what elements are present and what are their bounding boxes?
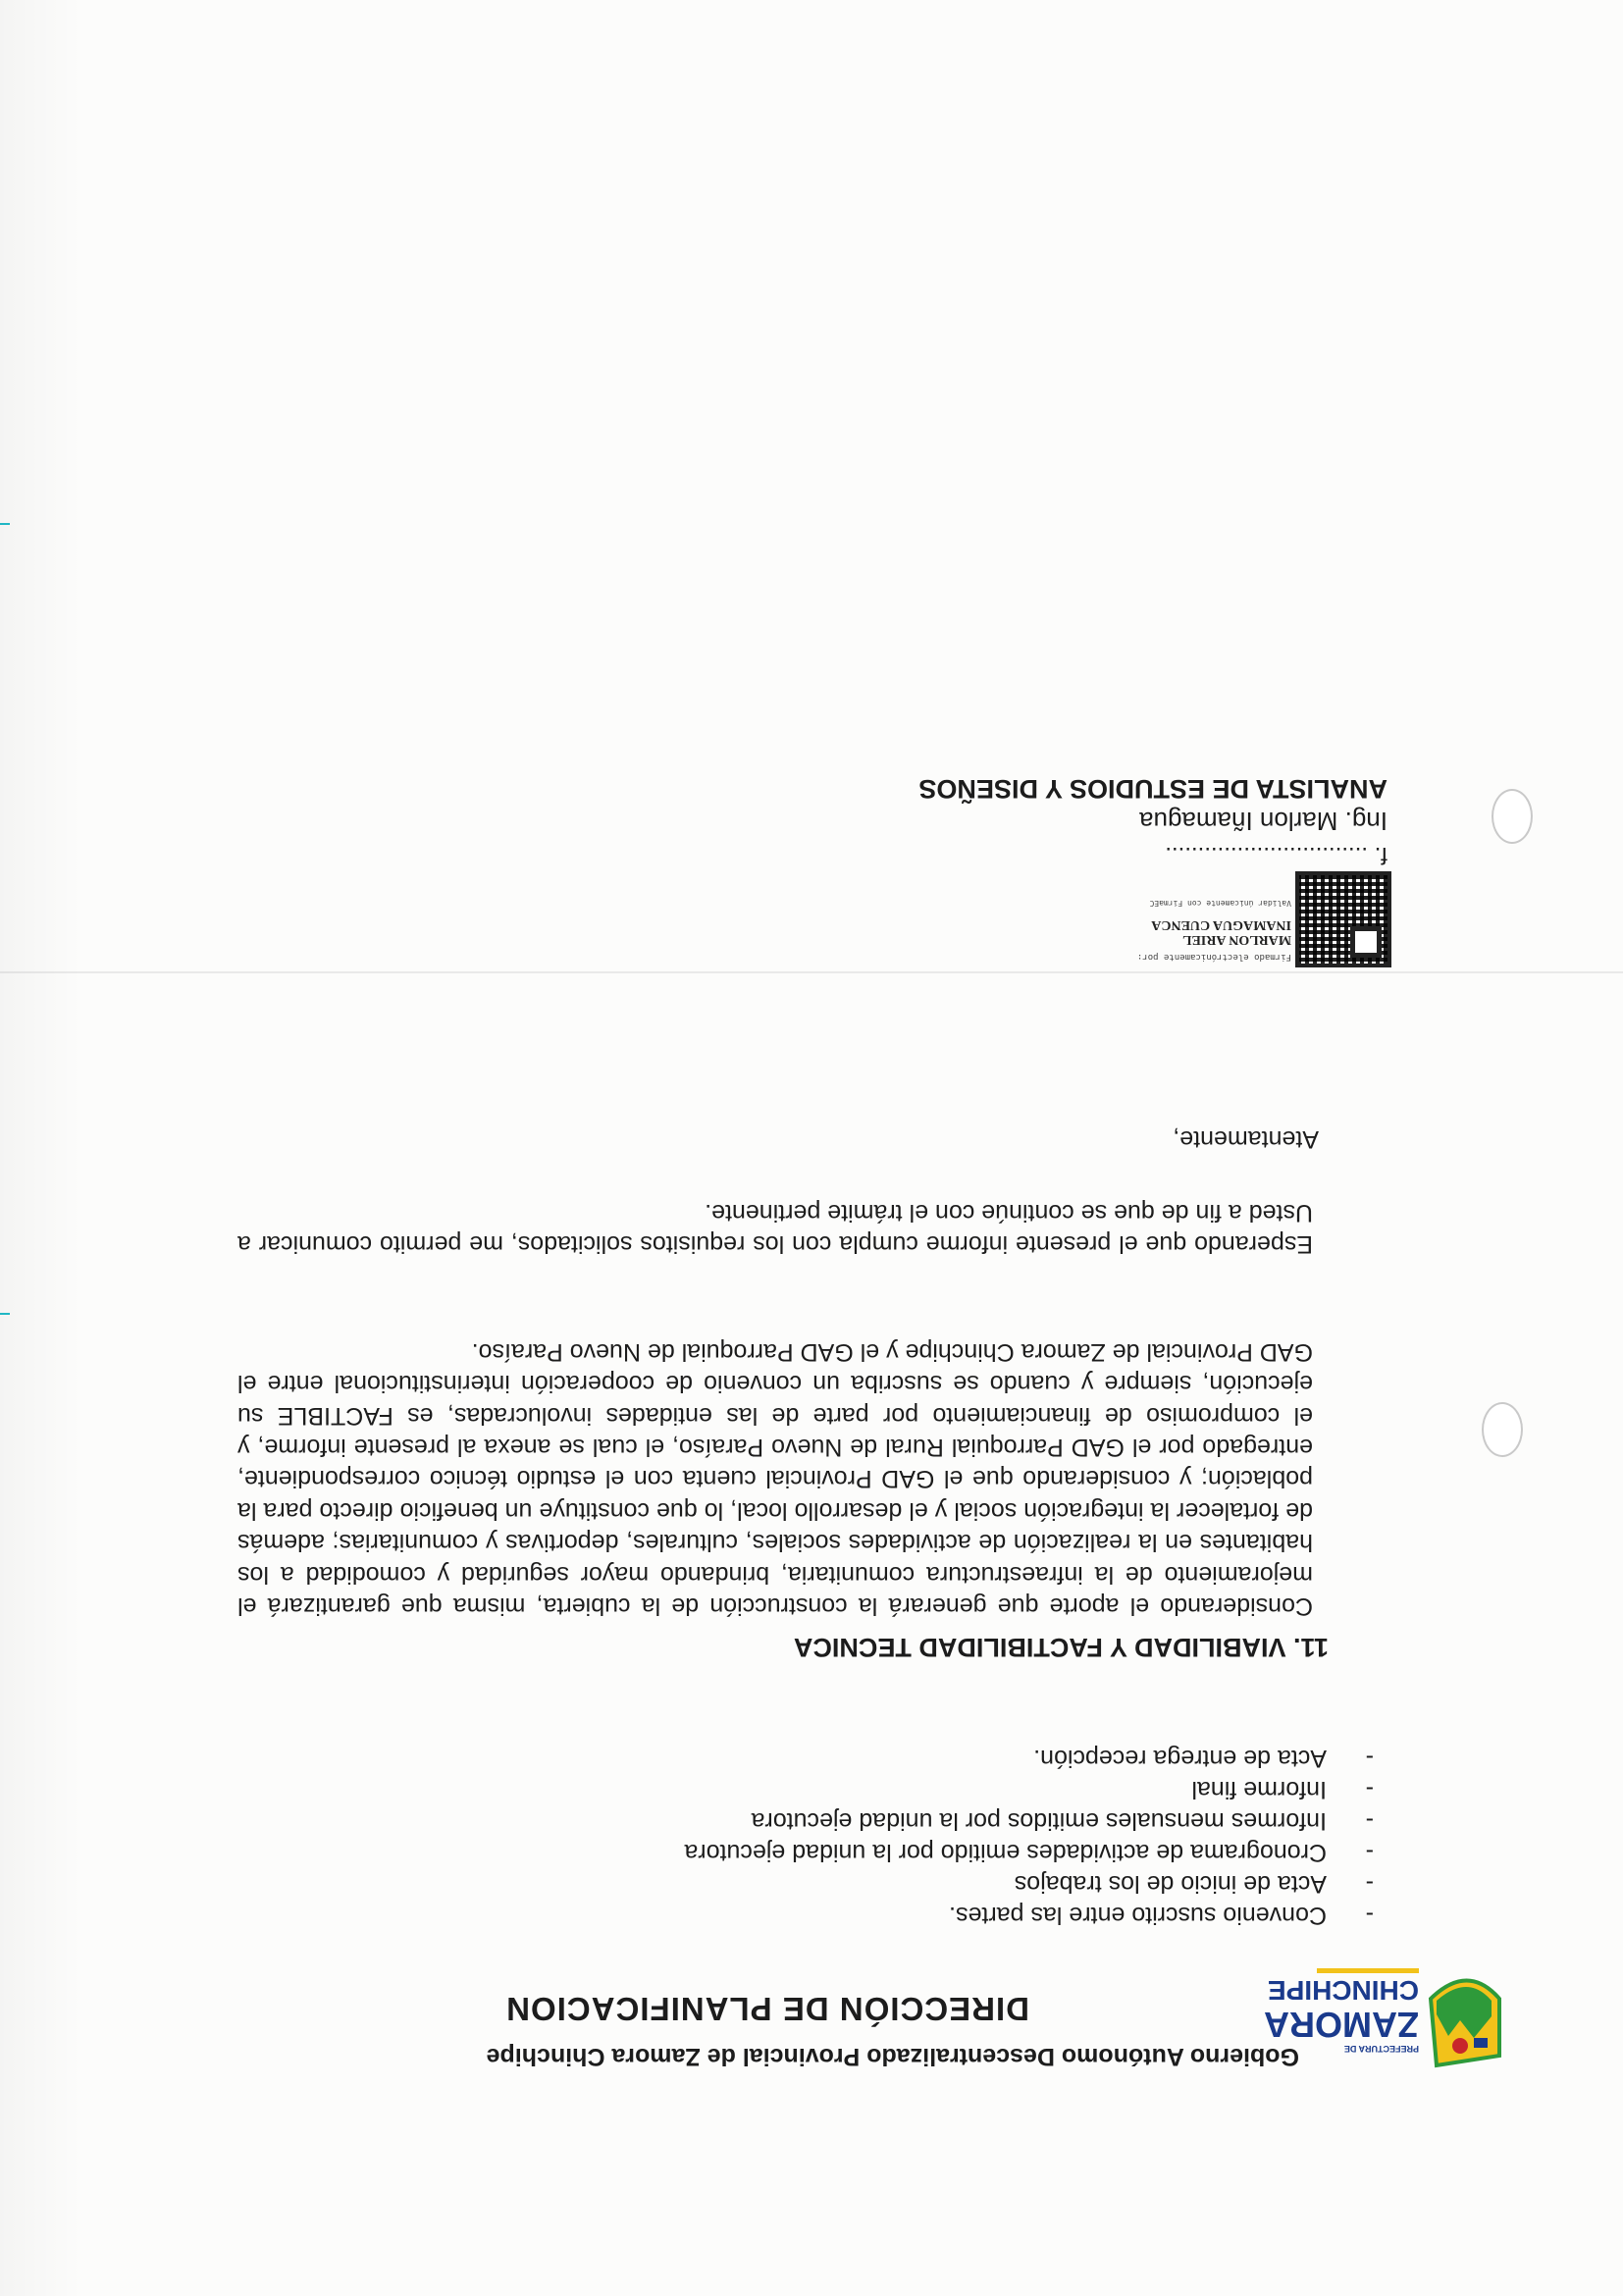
stamp-name-line2: INAMAGUA CUENCA xyxy=(1151,917,1291,932)
logo-line2: CHINCHIPE xyxy=(1267,1975,1419,2006)
logo-top-text: PREFECTURA DE xyxy=(1343,2044,1419,2054)
signer-role: ANALISTA DE ESTUDIOS Y DISEÑOS xyxy=(918,774,1387,804)
signature-stamp-name xyxy=(1151,917,1291,947)
list-item: - Acta de inicio de los trabajos xyxy=(684,1868,1374,1900)
shield-flag xyxy=(1474,2038,1488,2048)
closing-salutation: Atentamente, xyxy=(1173,1125,1319,1153)
punch-hole xyxy=(1492,789,1533,844)
margin-mark xyxy=(0,1313,10,1315)
feasibility-paragraph: Considerando el aporte que generará la construcción de la cubierta, misma que garantizará el mejoramiento de la infraestructura comunitaria, brindando mayor seguridad y comodidad a los habitantes en la realización de actividades sociales, culturales, deportivas y comunitarias; además de fortalecer la integración social y el desarrollo local, lo que constituye un beneficio directo para la población; y considerando que el GAD Provincial cuenta con el estudio técnico correspondiente, entregado por el GAD Parroquial Rural de Nuevo Paraíso, el cual se anexa al presente informe, y el compromiso de financiamiento por parte de las entidades involucradas, es FACTIBLE su ejecución, siempre y cuando se suscriba un convenio de cooperación interinstitucional entre el GAD Provincial de Zamora Chinchipe y el GAD Parroquial de Nuevo Paraíso. xyxy=(237,1337,1313,1620)
department-title: DIRECCIÓN DE PLANIFICACION xyxy=(505,1991,1029,2027)
prefectura-logo xyxy=(1264,1923,1507,2075)
closing-paragraph: Esperando que el presente informe cumpla con los requisitos solicitados, me permito comunicar a Usted a fin de que se continúe con el trámite pertinente. xyxy=(237,1198,1313,1258)
list-item: - Acta de entrega recepción. xyxy=(684,1743,1374,1774)
qr-code-icon xyxy=(1299,875,1387,964)
required-documents-list xyxy=(684,1743,1374,1931)
scan-shadow xyxy=(0,0,82,2296)
list-item: - Informe final xyxy=(684,1774,1374,1805)
section-heading: 11. VIABILIDAD Y FACTIBILIDAD TECNICA xyxy=(793,1633,1329,1662)
logo-line1: ZAMORA xyxy=(1264,2005,1419,2045)
list-item: - Cronograma de actividades emitido por la unidad ejecutora xyxy=(684,1837,1374,1868)
punch-hole xyxy=(1482,1402,1523,1457)
institution-title: Gobierno Autónomo Descentralizado Provincial de Zamora Chinchipe xyxy=(486,2043,1299,2070)
signer-name: Ing. Marlon Iñamagua xyxy=(1139,807,1387,836)
list-item: - Convenio suscrito entre las partes. xyxy=(684,1900,1374,1931)
signature-line: f. ............................... xyxy=(1165,842,1387,868)
margin-mark xyxy=(0,523,10,525)
signature-validation-note: Validar únicamente con FirmaEC xyxy=(1149,899,1291,908)
list-item: - Informes mensuales emitidos por la unidad ejecutora xyxy=(684,1805,1374,1837)
logo-underline xyxy=(1317,1968,1419,1973)
stamp-name-line1: MARLON ARIEL xyxy=(1182,932,1291,947)
signature-stamp-note: Firmado electrónicamente por: xyxy=(1136,952,1291,962)
page-fold-line xyxy=(0,971,1623,973)
shield-sun xyxy=(1452,2038,1468,2054)
